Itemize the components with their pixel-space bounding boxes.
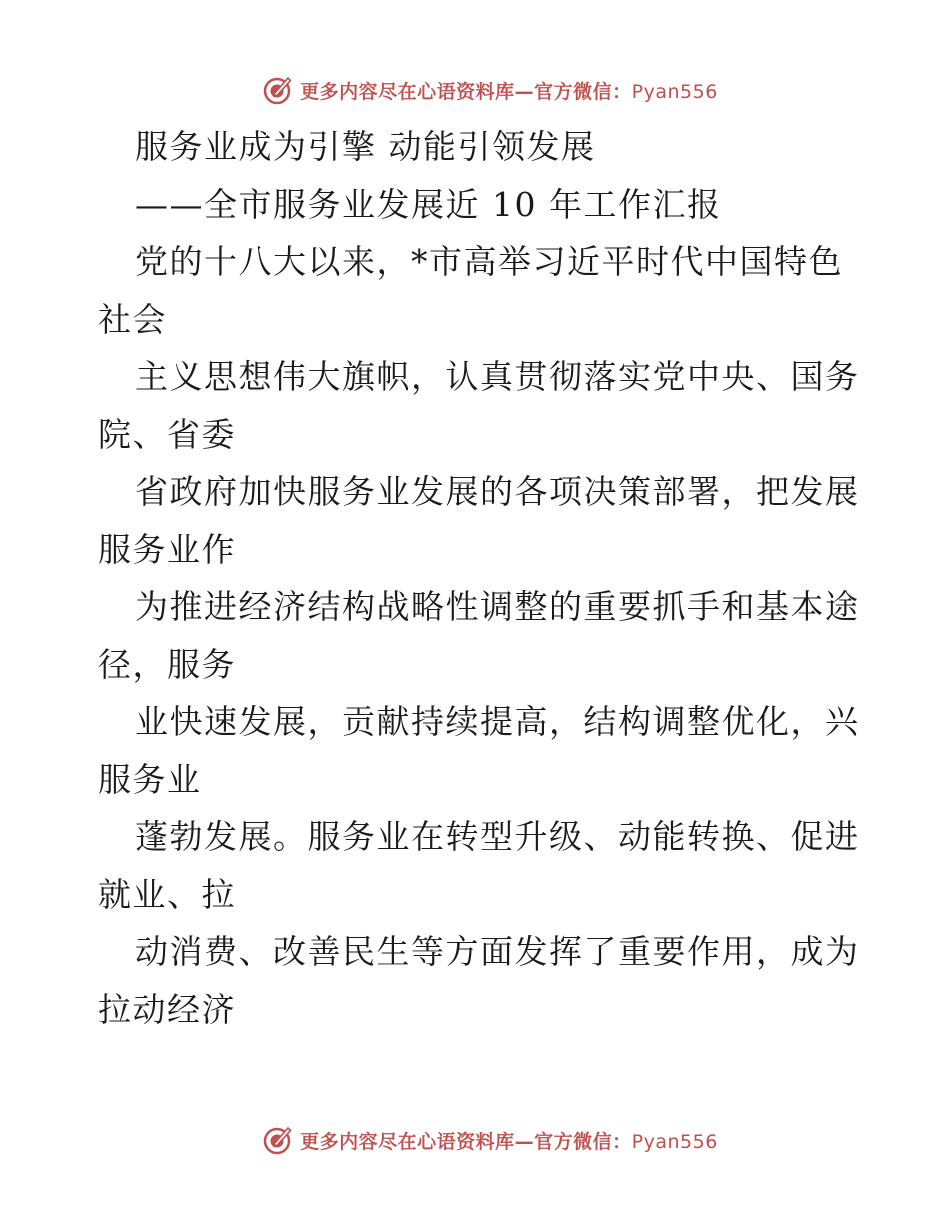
paragraph-line: 径，服务: [98, 644, 236, 684]
paragraph-line: 党的十八大以来，*市高举习近平时代中国特色: [135, 242, 843, 281]
pen-logo-icon: [262, 74, 294, 106]
header-banner-inner: [232, 74, 718, 106]
paragraph-line: 主义思想伟大旗帜，认真贯彻落实党中央、国务: [135, 357, 860, 396]
footer-banner-text: [300, 1127, 718, 1154]
footer-banner: [0, 1120, 950, 1160]
footer-banner-inner: [232, 1124, 718, 1156]
paragraph-line: 省政府加快服务业发展的各项决策部署，把发展: [135, 472, 860, 511]
footer-wechat-id: Pyan556: [631, 1130, 718, 1153]
paragraph-line: 为推进经济结构战略性调整的重要抓手和基本途: [135, 587, 860, 626]
pen-logo-icon: [262, 1124, 294, 1156]
paragraph-line: 动消费、改善民生等方面发挥了重要作用，成为: [135, 932, 860, 971]
footer-banner-label: 更多内容尽在心语资料库—官方微信：: [300, 1130, 632, 1153]
document-subtitle: ——全市服务业发展近 10 年工作汇报: [135, 184, 722, 224]
paragraph-line: 社会: [98, 299, 167, 339]
paragraph-line: 服务业作: [98, 529, 236, 569]
paragraph-line: 业快速发展，贡献持续提高，结构调整优化，兴: [135, 702, 860, 741]
paragraph-line: 服务业: [98, 759, 202, 799]
paragraph-line: 拉动经济: [98, 989, 236, 1029]
header-banner-text: [300, 77, 718, 104]
header-banner: [0, 70, 950, 110]
paragraph-line: 院、省委: [98, 414, 236, 454]
document-title: 服务业成为引擎 动能引领发展: [135, 127, 596, 166]
paragraph-line: 蓬勃发展。服务业在转型升级、动能转换、促进: [135, 817, 860, 856]
header-banner-label: 更多内容尽在心语资料库—官方微信：: [300, 80, 632, 103]
header-wechat-id: Pyan556: [631, 80, 718, 103]
document-body: [98, 118, 858, 1038]
paragraph-line: 就业、拉: [98, 874, 236, 914]
